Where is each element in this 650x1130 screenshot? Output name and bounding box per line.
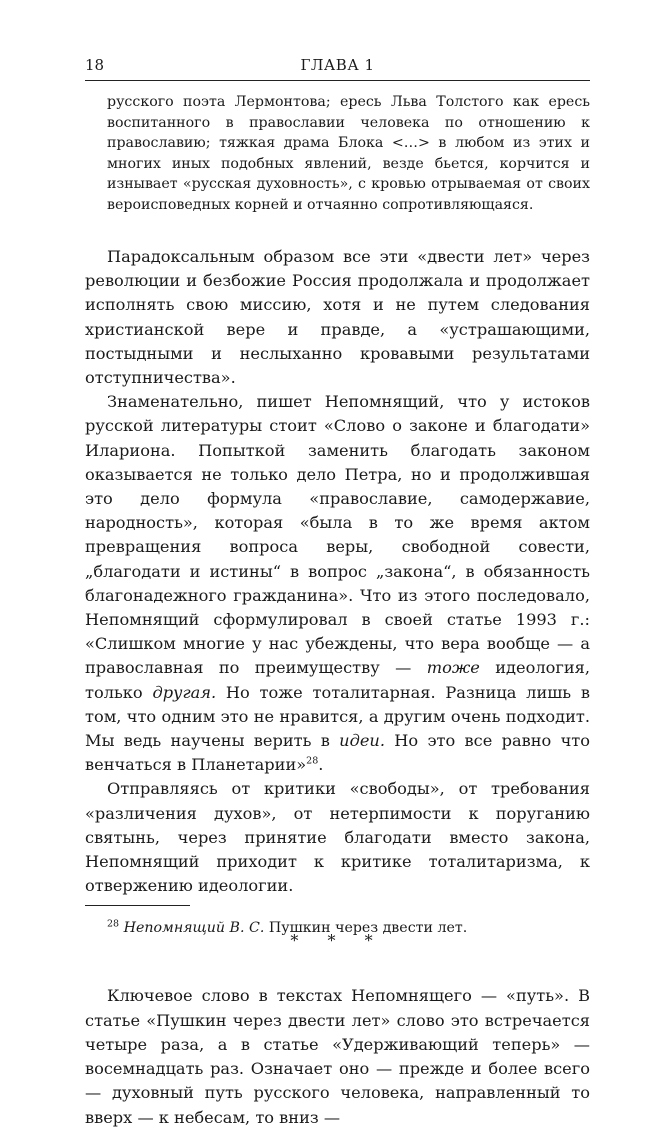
running-head: ГЛАВА 1 <box>300 56 375 74</box>
paragraph-1: Парадоксальным образом все эти «двести лет» через революции и безбожие Россия продолжала и продолжает исполнять свою миссию, хотя и не путем следования христианской вере и правде, а «устрашающими, постыдными и неслыханно кровавыми результатами отступничества». <box>85 247 590 388</box>
footnote-author: Непомнящий В. С. <box>123 920 265 936</box>
footnote-divider <box>85 905 190 906</box>
paragraph-3: Отправляясь от критики «свободы», от требования «различения духов», от нетерпимости к поруганию святынь, через принятие благодати вместо закона, Непомнящий приходит к критике тоталитаризма, к отвержению идеологии. <box>85 779 590 896</box>
footnote-text: Пушкин через двести лет. <box>264 920 468 936</box>
paragraph-2-text-4: Но это все равно что венчаться в Планетарии» <box>85 731 590 775</box>
footnote-reference[interactable]: 28 <box>306 755 319 767</box>
paragraph-2-italic-1: тоже <box>426 658 480 678</box>
spacer <box>85 215 590 245</box>
paragraph-2-text-1: Знаменательно, пишет Непомнящий, что у истоков русской литературы стоит «Слово о законе и благодати» Илариона. Попыткой заменить благодать законом оказывается не только дело Петра, но и продолжившая это дело формула «православие, самодержавие, народность», которая «была в то же время актом превращения вопроса веры, свободной совести, „благодати и истины“ в вопрос „закона“, в обязанность благонадежного гражданина». Что из этого последовало, Непомнящий сформулировал в своей статье 1993 г.: «Слишком многие у нас убеждены, что вера вообще — а православная по преимуществу — <box>85 392 590 678</box>
section-separator: * * * <box>290 931 385 951</box>
paragraph-2-text-2: идеология, только <box>85 658 591 702</box>
footnote <box>85 918 590 938</box>
paragraph-4: Ключевое слово в текстах Непомнящего — «путь». В статье «Пушкин через двести лет» слово это встречается четыре раза, а в статье «Удерживающий теперь» — восемнадцать раз. Означает оно — прежде и более всего — духовный путь русского человека, направленный то вверх — к небесам, то вниз — <box>85 986 590 1127</box>
page-header <box>85 52 590 81</box>
paragraph-2-italic-2: другая. <box>152 682 217 702</box>
paragraph-2-italic-3: идеи. <box>339 731 385 751</box>
page-number: 18 <box>85 56 105 74</box>
block-quote: русского поэта Лермонтова; ересь Льва Толстого как ересь воспитанного в православии человека по отношению к православию; тяжкая драма Блока <…> в любом из этих и многих иных подобных явлений, везде бьется, корчится и изнывает «русская духовность», с кровью отрываемая от своих вероисповедных корней и отчаянно сопротивляющаяся. <box>107 94 590 213</box>
paragraph-2-text-3: Но тоже тоталитарная. Разница лишь в том, что одним это не нравится, а другим очень подходит. Мы ведь научены верить в <box>85 682 590 751</box>
footnote-number: 28 <box>107 918 120 930</box>
page-body <box>85 92 590 1130</box>
paragraph-2 <box>85 390 590 777</box>
paragraph-2-text-5: . <box>318 755 324 775</box>
